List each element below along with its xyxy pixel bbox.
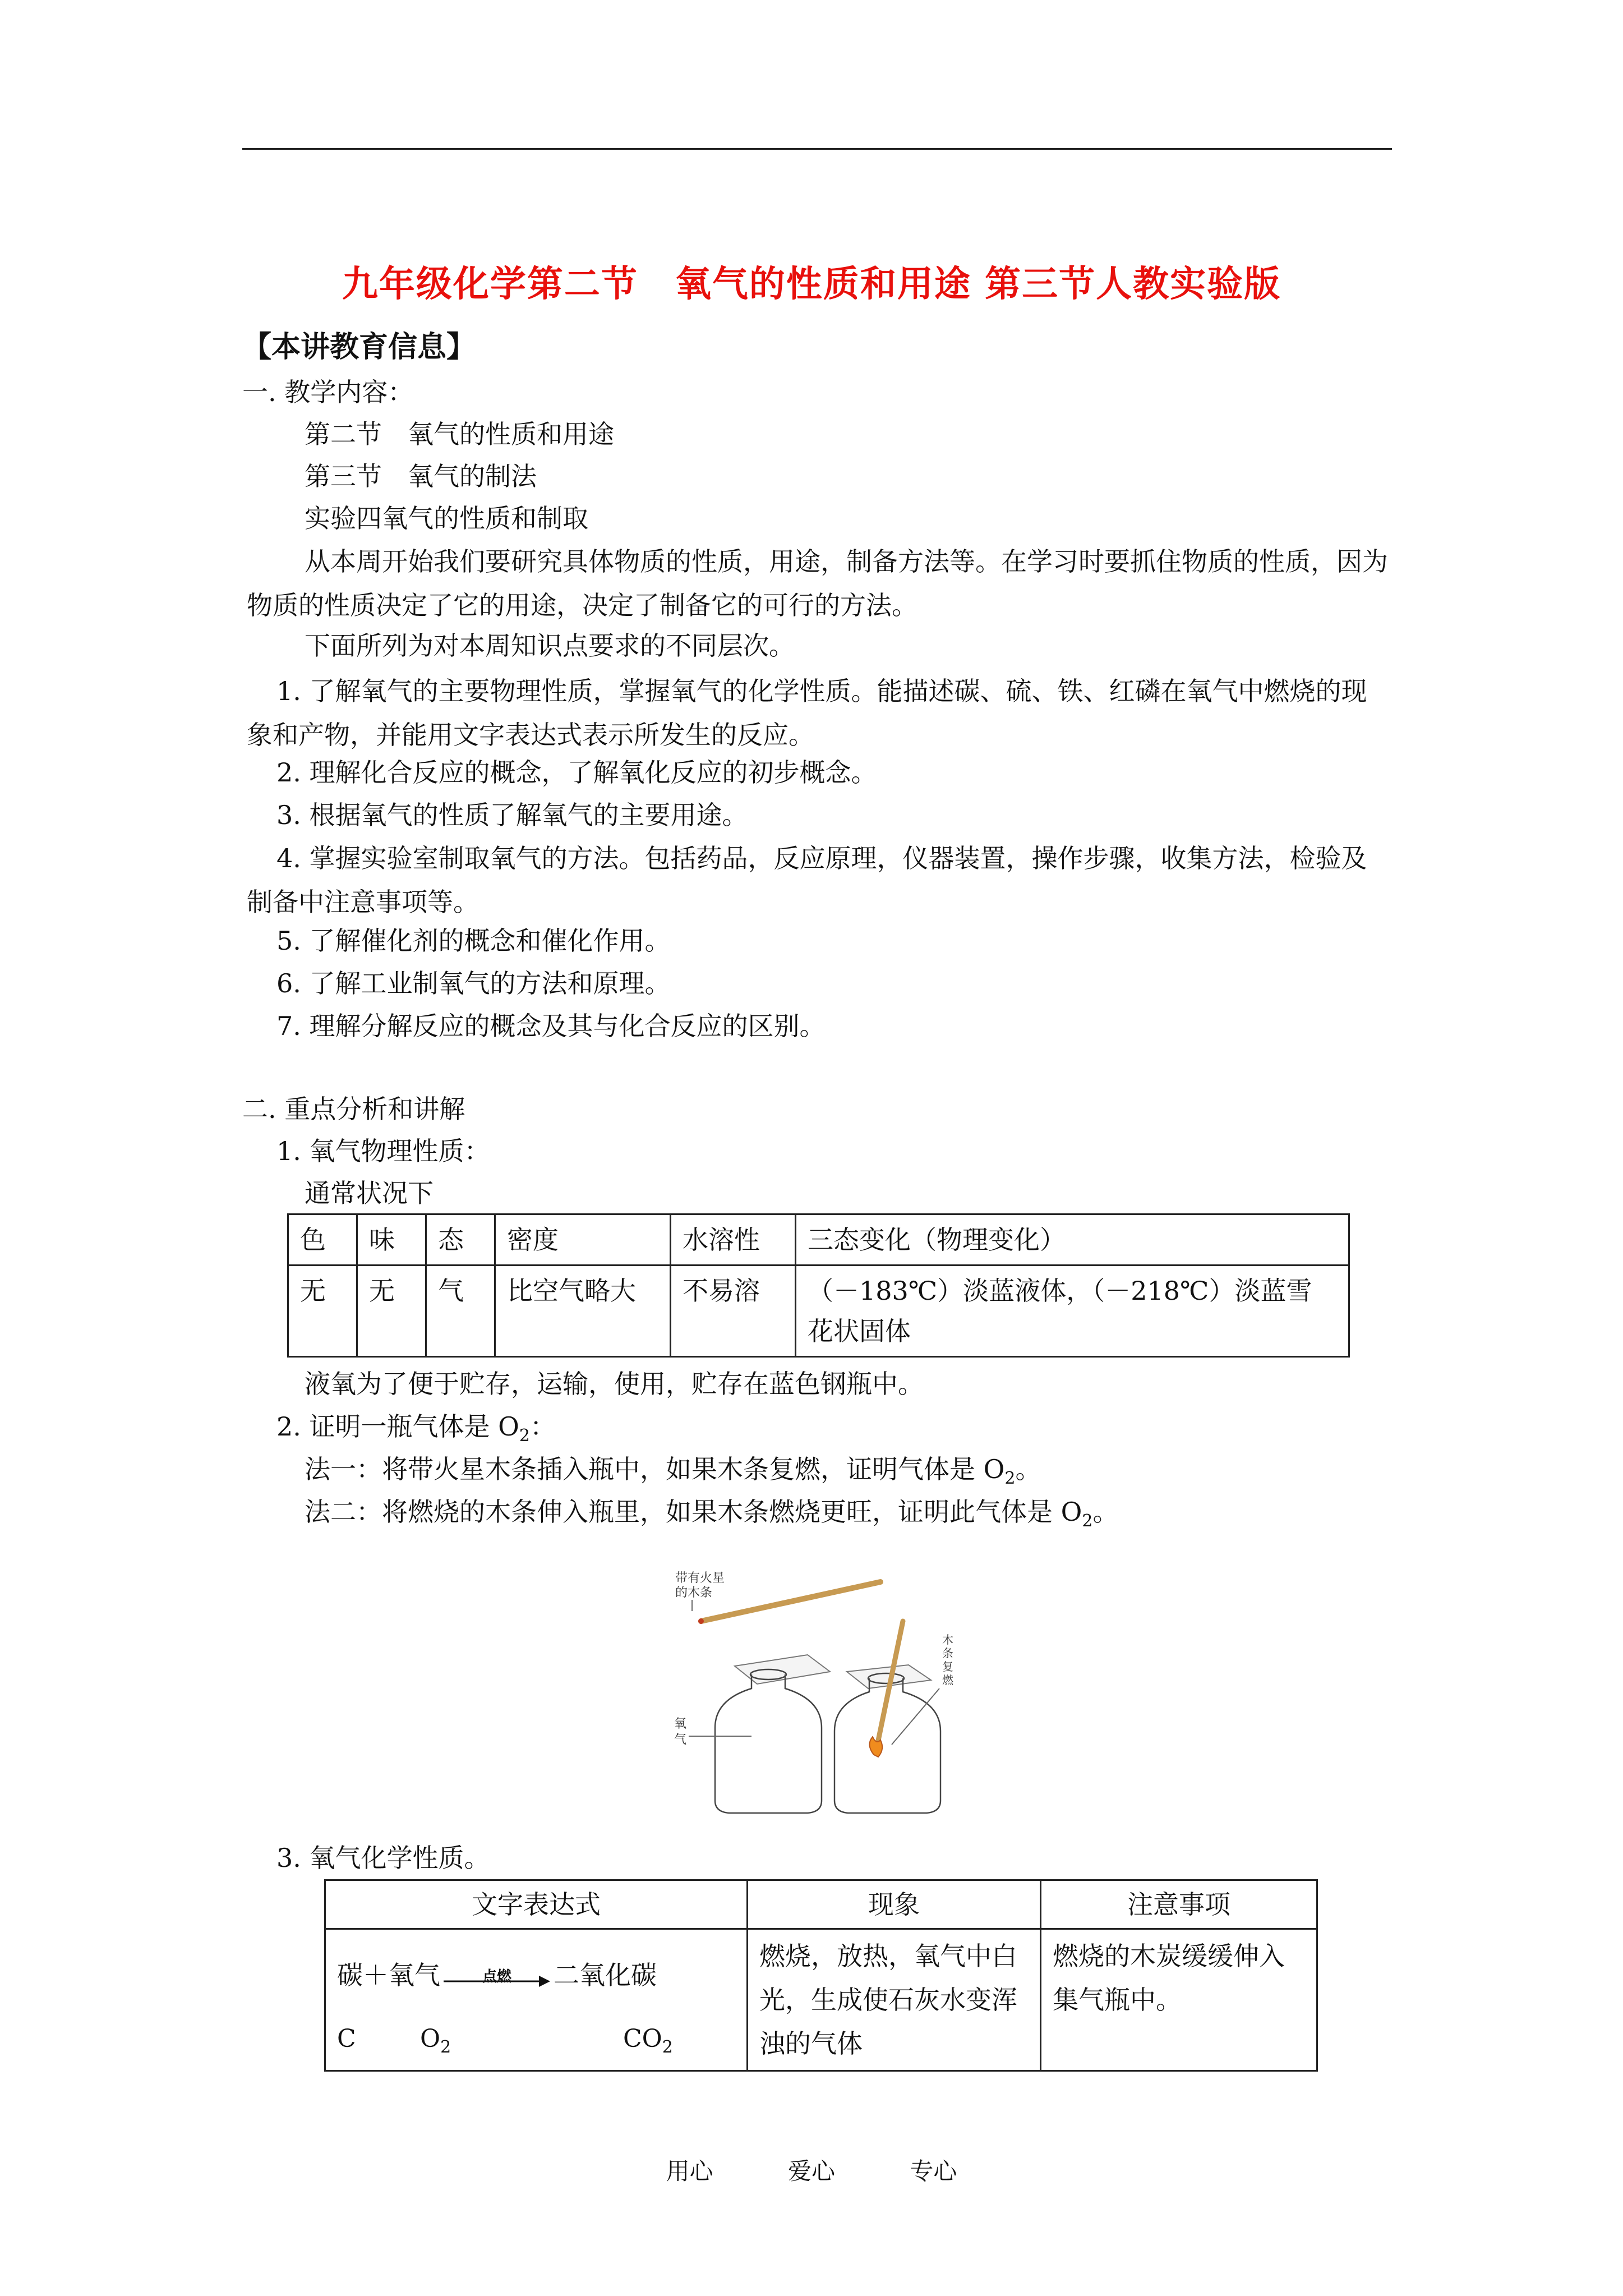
table-row [288, 1266, 1349, 1357]
knowledge-point: 4. 掌握实验室制取氧气的方法。包括药品，反应原理，仪器装置，操作步骤，收集方法，检验及制备中注意事项等。 [247, 843, 1367, 917]
levels-intro: 下面所列为对本周知识点要求的不同层次。 [305, 631, 795, 661]
physical-properties-table [287, 1213, 1350, 1358]
table-header-cell: 色 [288, 1214, 357, 1266]
proof-title: 2. 证明一瓶气体是 $O_2$： [276, 1411, 556, 1446]
footer-word: 用心 [666, 2157, 713, 2185]
table-header-row [325, 1880, 1317, 1929]
knowledge-point: 2. 理解化合反应的概念，了解氧化反应的初步概念。 [276, 757, 877, 788]
table-cell: 无 [288, 1266, 357, 1357]
knowledge-point: 3. 根据氧气的性质了解氧气的主要用途。 [276, 800, 748, 830]
knowledge-point: 7. 理解分解反应的概念及其与化合反应的区别。 [276, 1011, 826, 1041]
label-relight-2: 条 [942, 1646, 953, 1660]
intro-paragraph: 从本周开始我们要研究具体物质的性质，用途，制备方法等。在学习时要抓住物质的性质，因为物质的性质决定了它的用途，决定了制备它的可行的方法。 [247, 546, 1388, 620]
table-cell: （－183℃）淡蓝液体，（－218℃）淡蓝雪花状固体 [796, 1266, 1349, 1357]
table-row [325, 1929, 1317, 2071]
formula-oxygen: $O_2$ [420, 2024, 451, 2057]
bottle-left [715, 1669, 822, 1813]
table-header-cell: 文字表达式 [325, 1880, 748, 1929]
label-relight-3: 复 [942, 1660, 953, 1673]
liquid-oxygen-note: 液氧为了便于贮存，运输，使用，贮存在蓝色钢瓶中。 [305, 1369, 924, 1399]
table-cell: 无 [357, 1266, 426, 1357]
content-item: 第二节 氧气的性质和用途 [305, 419, 614, 449]
reaction-arrow [444, 1958, 550, 1992]
reaction-condition: 点燃 [482, 1968, 511, 1985]
content-item: 实验四氧气的性质和制取 [305, 503, 588, 533]
label-gas-1: 氧 [674, 1717, 687, 1731]
table-header-cell: 水溶性 [671, 1214, 796, 1266]
label-relight-1: 木 [942, 1633, 953, 1646]
normal-conditions-note: 通常状况下 [305, 1178, 434, 1208]
chemical-properties-table [324, 1879, 1318, 2072]
notice-cell: 燃烧的木炭缓缓伸入集气瓶中。 [1041, 1929, 1317, 2071]
arrow-icon [444, 1973, 550, 1990]
reactants: 碳＋氧气 [337, 1960, 440, 1990]
table-header-cell: 三态变化（物理变化） [796, 1214, 1349, 1266]
table-header-cell: 现象 [748, 1880, 1041, 1929]
label-splint-line1: 带有火星 [675, 1571, 725, 1585]
word-equation [337, 1953, 735, 1997]
method-two: 法二：将燃烧的木条伸入瓶里，如果木条燃烧更旺，证明此气体是 $O_2$。 [305, 1497, 1119, 1531]
knowledge-point: 5. 了解催化剂的概念和催化作用。 [276, 926, 671, 956]
label-gas-2: 气 [674, 1733, 687, 1747]
header-rule [242, 148, 1392, 150]
footer-word: 爱心 [787, 2157, 835, 2185]
page-footer [0, 2153, 1623, 2187]
section-header: 【本讲教育信息】 [242, 330, 476, 364]
table-header-cell: 态 [426, 1214, 495, 1266]
method-one: 法一：将带火星木条插入瓶中，如果木条复燃，证明气体是 $O_2$。 [305, 1454, 1041, 1488]
formula-co2: $CO_2$ [623, 2024, 673, 2057]
chemical-formula-row [337, 2017, 735, 2056]
footer-word: 专心 [910, 2157, 957, 2185]
content-item: 第三节 氧气的制法 [305, 461, 537, 491]
table-header-row [288, 1214, 1349, 1266]
splint [701, 1582, 880, 1621]
part2-heading: 二. 重点分析和讲解 [242, 1094, 465, 1124]
product: 二氧化碳 [554, 1960, 657, 1990]
table-header-cell: 密度 [495, 1214, 671, 1266]
table-cell: 不易溶 [671, 1266, 796, 1357]
page-title: 九年级化学第二节 氧气的性质和用途 第三节人教实验版 [342, 264, 1281, 305]
formula-carbon: C [337, 2024, 356, 2053]
table-cell: 比空气略大 [495, 1266, 671, 1357]
physical-properties-title: 1. 氧气物理性质： [276, 1136, 490, 1166]
label-splint-line2: 的木条 [675, 1586, 713, 1600]
chemical-properties-title: 3. 氧气化学性质。 [276, 1843, 490, 1873]
table-cell: 气 [426, 1266, 495, 1357]
word-equation-cell [325, 1929, 748, 2071]
table-header-cell: 味 [357, 1214, 426, 1266]
glass-plate [735, 1655, 830, 1684]
knowledge-point: 1. 了解氧气的主要物理性质，掌握氧气的化学性质。能描述碳、硫、铁、红磷在氧气中燃烧的现象和产物，并能用文字表达式表示所发生的反应。 [247, 676, 1367, 750]
part1-heading: 一. 教学内容： [242, 377, 414, 407]
knowledge-point: 6. 了解工业制氧气的方法和原理。 [276, 968, 671, 999]
label-relight-4: 燃 [942, 1673, 953, 1687]
phenomenon-cell: 燃烧，放热，氧气中白光，生成使石灰水变浑浊的气体 [748, 1929, 1041, 2071]
oxygen-test-illustration [667, 1559, 981, 1818]
table-header-cell: 注意事项 [1041, 1880, 1317, 1929]
